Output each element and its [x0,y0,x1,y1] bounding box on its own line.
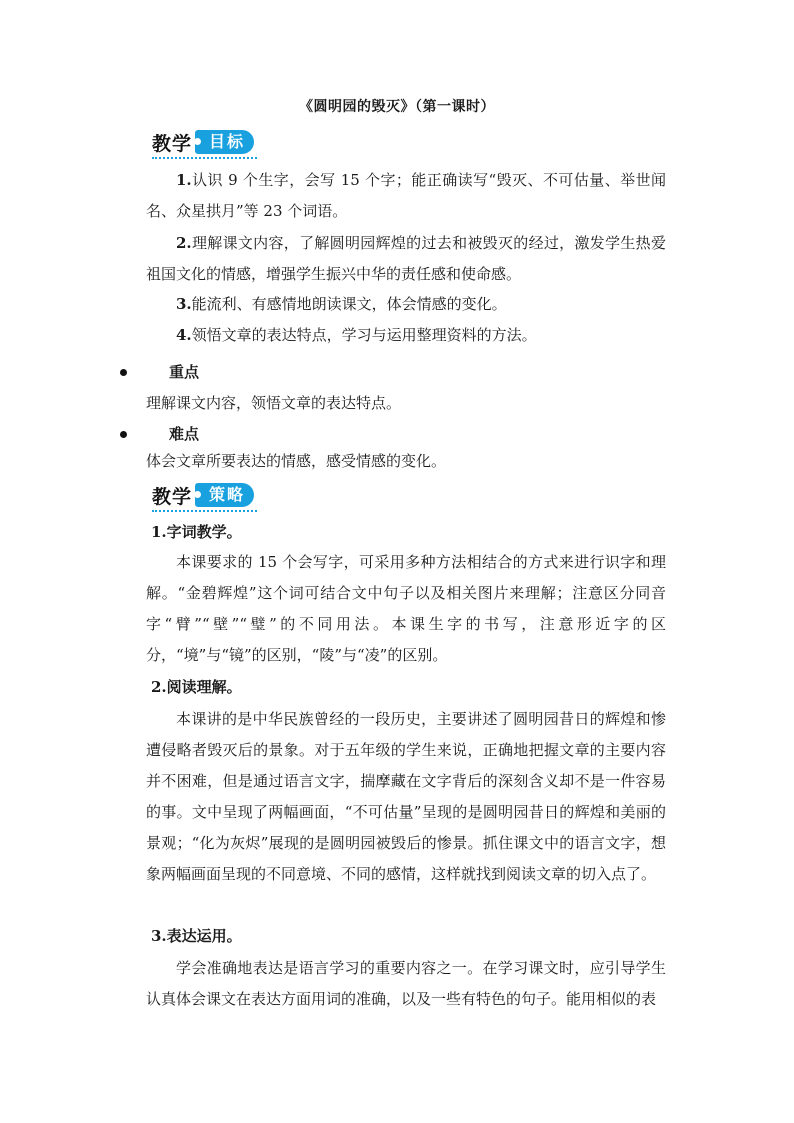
strategy-number: 1. [151,523,167,541]
objectives-header-underline [152,157,257,159]
strategy-section-2-text: 本课讲的是中华民族曾经的一段历史，主要讲述了圆明园昔日的辉煌和惨遭侵略者毁灭后的景象。对于五年级的学生来说，正确地把握文章的主要内容并不困难，但是通过语言文字，揣摩藏在文字背后的深刻含义却不是一件容易的事。文中呈现了两幅画面，“不可估量”呈现的是圆明园昔日的辉煌和美丽的景观；“化为灰烬”展现的是圆明园被毁后的惨景。抓住课文中的语言文字，想象两幅画面呈现的不同意境、不同的感情，这样就找到阅读文章的切入点了。 [146,710,666,883]
objective-number: 1. [176,171,192,189]
key-point-text: 理解课文内容，领悟文章的表达特点。 [146,394,402,412]
strategy-header-underline [152,510,257,512]
document-title: 《圆明园的毁灭》（第一课时） [299,99,495,115]
difficulty-label: 难点 [169,425,200,443]
objectives-header [152,127,254,157]
difficulty-text: 体会文章所要表达的情感，感受情感的变化。 [146,452,447,470]
strategy-title: 表达运用。 [166,927,242,945]
strategy-section-3-text: 学会准确地表达是语言学习的重要内容之一。在学习课文时，应引导学生认真体会课文在表达方面用词的准确，以及一些有特色的句子。能用相似的表 [146,959,666,1008]
objective-text: 认识 9 个生字，会写 15 个字；能正确读写“毁灭、不可估量、举世闻名、众星拱月”等 23 个词语。 [146,171,666,220]
strategy-section-1-title [151,521,242,543]
key-point-label: 重点 [169,363,200,381]
objective-text: 能流利、有感情地朗读课文，体会情感的变化。 [191,295,507,313]
strategy-number: 2. [151,678,167,696]
strategy-header-badge: 策略 [195,483,254,507]
key-point-heading [120,362,199,382]
strategy-number: 3. [151,927,167,945]
strategy-section-1-text: 本课要求的 15 个会写字，可采用多种方法相结合的方式来进行识字和理解。“金碧辉煌”这个词可结合文中句子以及相关图片来理解；注意区分同音字“臂”“壁”“璧”的不同用法。本课生字的书写，注意形近字的区分，“境”与“镜”的区别，“陵”与“凌”的区别。 [146,553,666,664]
objective-number: 4. [176,326,192,344]
objective-item-3 [146,289,666,320]
strategy-section-2-title [151,676,242,698]
objective-text: 理解课文内容，了解圆明园辉煌的过去和被毁灭的经过，激发学生热爱祖国文化的情感，增强学生振兴中华的责任感和使命感。 [146,234,666,283]
objective-number: 3. [176,295,192,313]
objective-number: 2. [176,234,192,252]
strategy-section-3-title [151,925,242,947]
bullet-dot-icon [120,369,127,376]
strategy-title: 字词教学。 [166,523,242,541]
objective-text: 领悟文章的表达特点，学习与运用整理资料的方法。 [191,326,537,344]
objective-item-1 [146,165,666,227]
objectives-header-main: 教学 [152,132,193,155]
objectives-header-badge: 目标 [195,130,254,154]
difficulty-heading [120,424,199,444]
strategy-title: 阅读理解。 [166,678,242,696]
objective-item-4 [146,320,666,351]
strategy-header [152,480,254,510]
bullet-dot-icon [120,431,127,438]
strategy-header-main: 教学 [152,485,193,508]
objective-item-2 [146,228,666,290]
